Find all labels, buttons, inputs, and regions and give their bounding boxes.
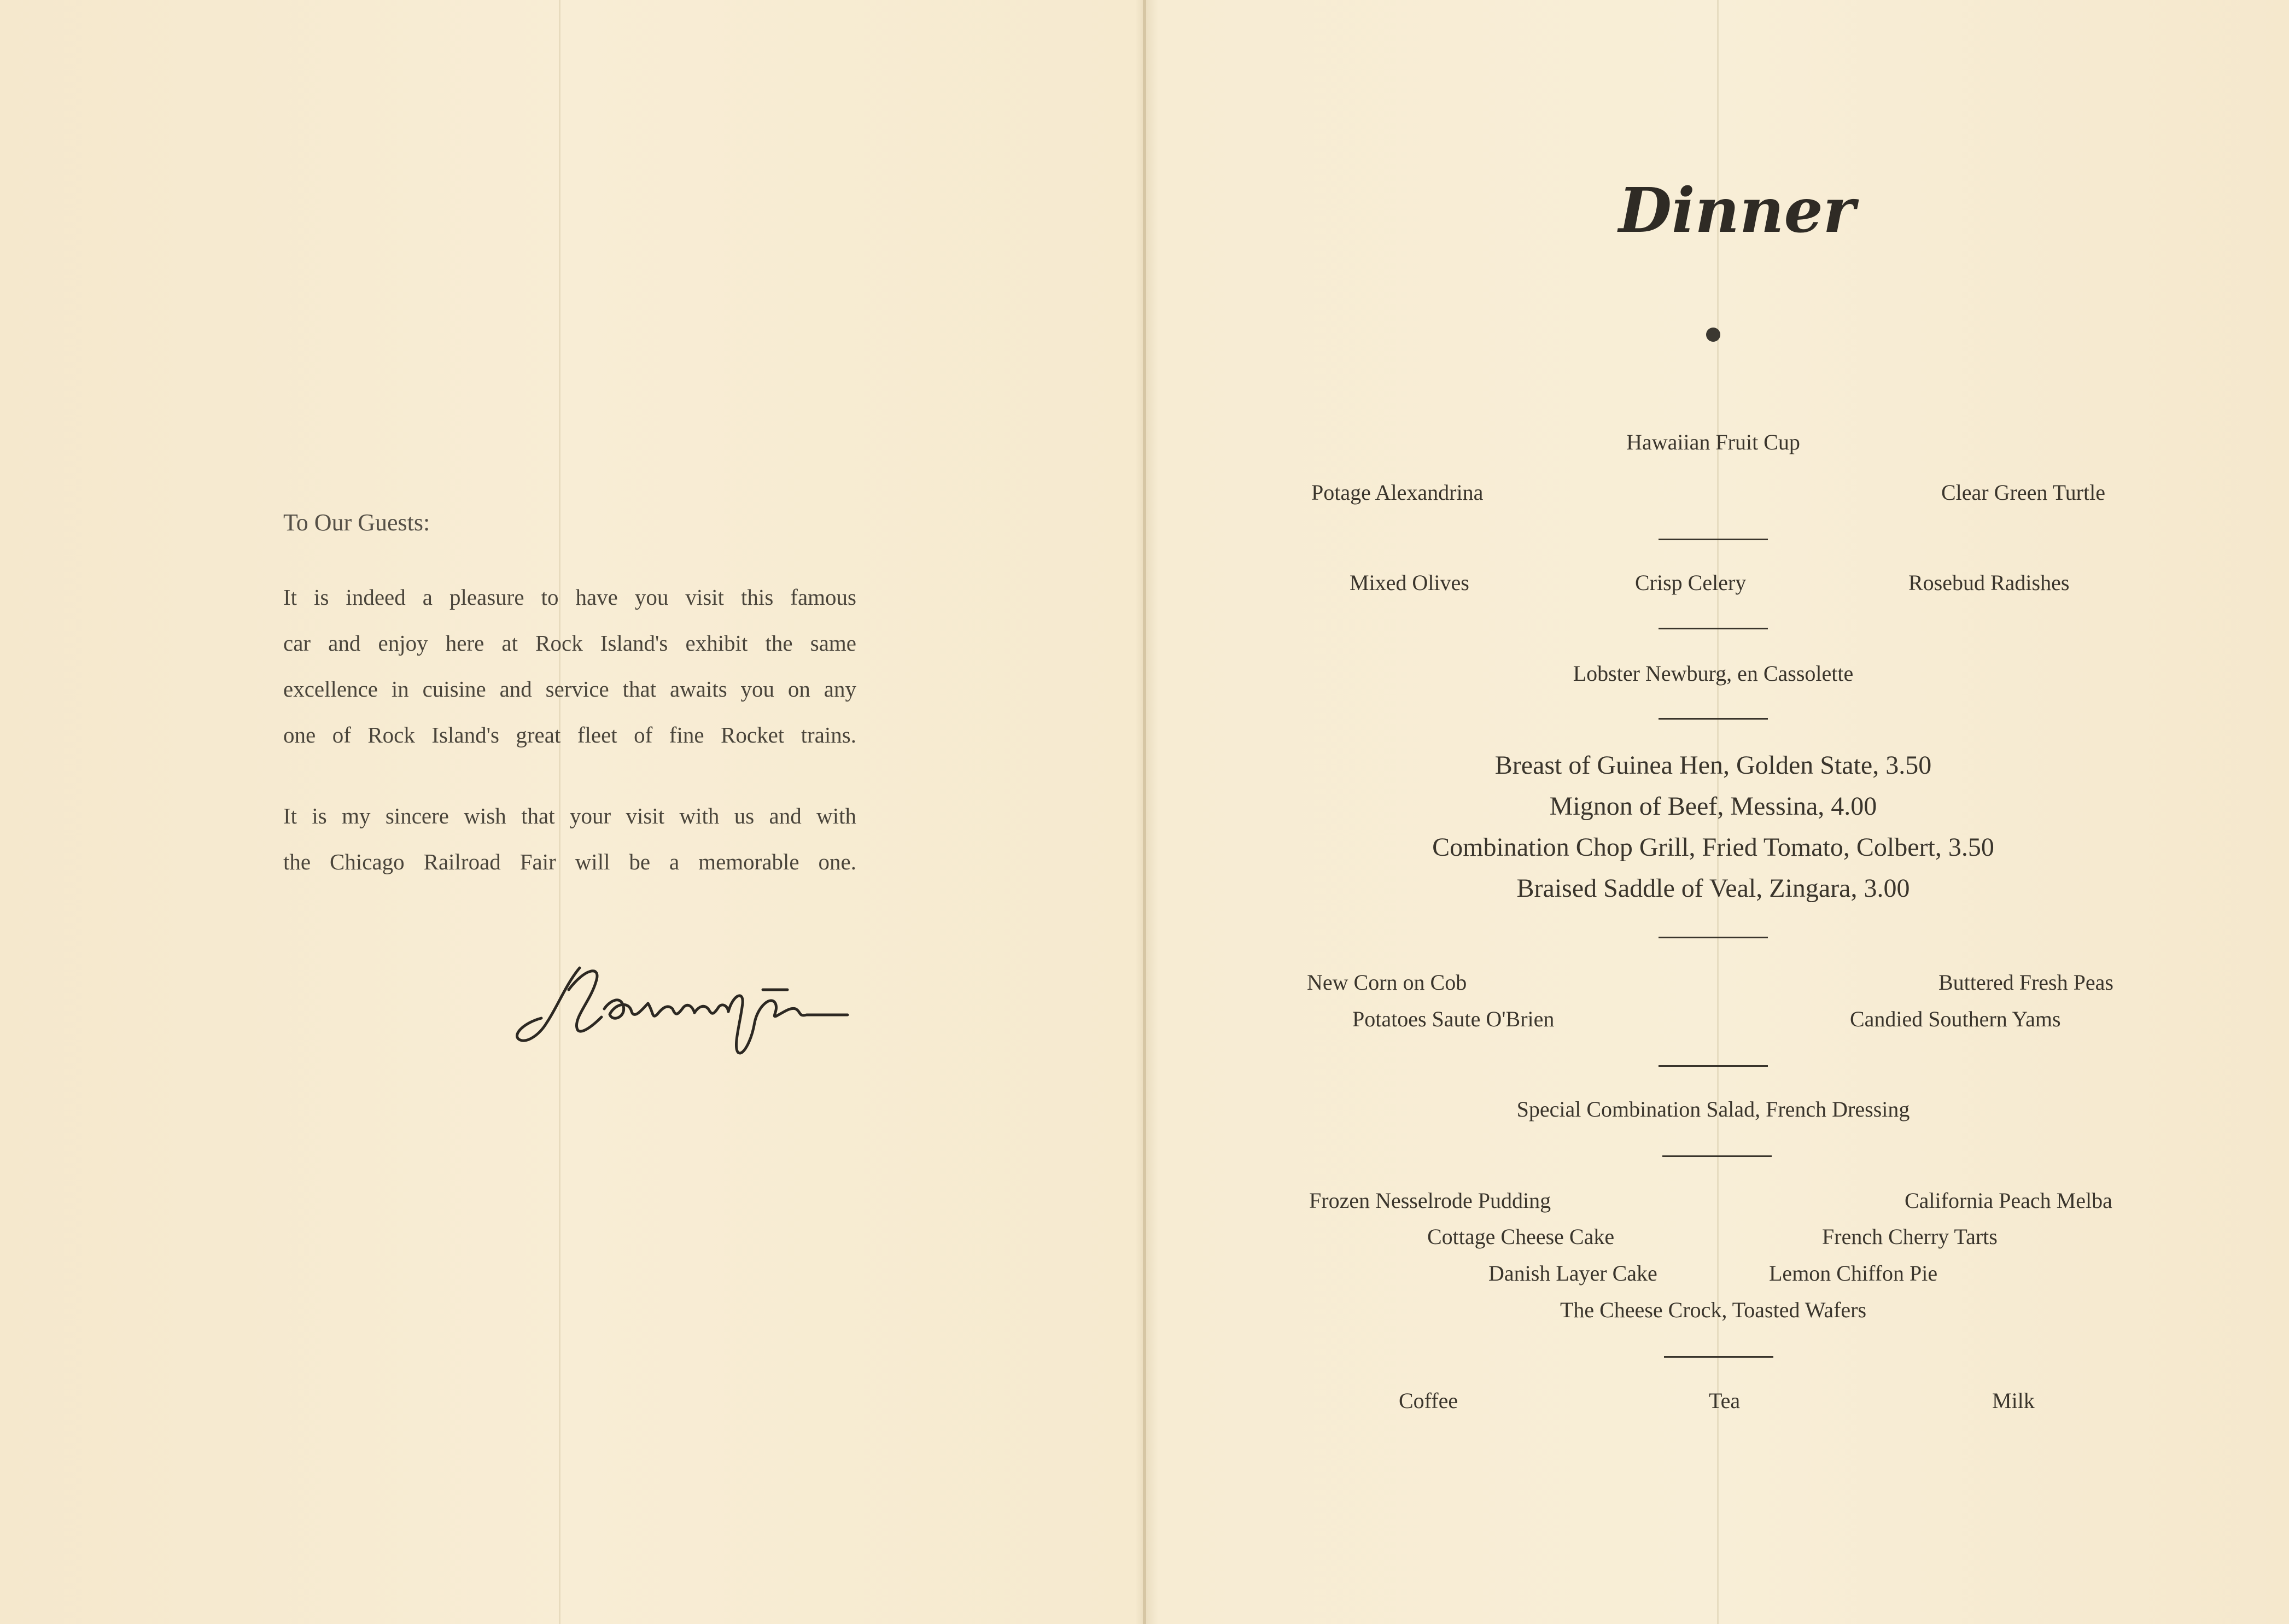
section-divider — [1659, 1065, 1768, 1067]
section-divider — [1659, 718, 1768, 720]
dessert-item: Cottage Cheese Cake — [1427, 1224, 1615, 1249]
salutation: To Our Guests: — [283, 509, 430, 536]
letter-paragraph-1 — [283, 574, 856, 758]
paragraph-line: one of Rock Island's great fleet of fine Rocket trains. — [283, 722, 856, 747]
dessert-item: French Cherry Tarts — [1822, 1224, 1998, 1249]
section-divider — [1659, 628, 1768, 629]
vegetable-item: Buttered Fresh Peas — [1938, 970, 2113, 995]
signature-image — [514, 957, 853, 1061]
paragraph-line: car and enjoy here at Rock Island's exhibit the same — [283, 630, 856, 656]
dessert-item: California Peach Melba — [1905, 1188, 2112, 1213]
vegetable-item: Potatoes Saute O'Brien — [1352, 1007, 1555, 1031]
paragraph-line: excellence in cuisine and service that awaits you on any — [283, 676, 856, 702]
section-divider — [1662, 1155, 1772, 1157]
entree-item: Mignon of Beef, Messina, 4.00 — [1549, 792, 1877, 821]
relish-item: Rosebud Radishes — [1908, 570, 2070, 595]
section-divider — [1664, 1356, 1773, 1358]
beverage-item: Coffee — [1399, 1388, 1458, 1413]
soup-item: Clear Green Turtle — [1941, 480, 2105, 505]
relish-item: Crisp Celery — [1635, 570, 1747, 595]
paragraph-line: It is my sincere wish that your visit with us and with — [283, 803, 856, 828]
signature — [514, 957, 853, 1064]
appetizer-item: Hawaiian Fruit Cup — [1626, 430, 1800, 454]
entree-item: Combination Chop Grill, Fried Tomato, Colbert, 3.50 — [1432, 833, 1994, 862]
section-divider — [1659, 937, 1768, 938]
soup-item: Potage Alexandrina — [1311, 480, 1484, 505]
paragraph-line: the Chicago Railroad Fair will be a memorable one. — [283, 849, 856, 874]
entree-item: Breast of Guinea Hen, Golden State, 3.50 — [1494, 751, 1932, 780]
relish-item: Mixed Olives — [1350, 570, 1469, 595]
beverage-item: Tea — [1709, 1388, 1741, 1413]
dessert-item: Frozen Nesselrode Pudding — [1309, 1188, 1551, 1213]
dessert-item: The Cheese Crock, Toasted Wafers — [1560, 1298, 1867, 1322]
dessert-item: Lemon Chiffon Pie — [1769, 1261, 1938, 1286]
bullet-ornament — [1706, 328, 1720, 342]
salad-item: Special Combination Salad, French Dressing — [1516, 1097, 1910, 1121]
center-fold — [1143, 0, 1146, 1624]
vegetable-item: Candied Southern Yams — [1850, 1007, 2061, 1031]
section-divider — [1659, 539, 1768, 540]
entree-item: Braised Saddle of Veal, Zingara, 3.00 — [1516, 874, 1910, 903]
fish-item: Lobster Newburg, en Cassolette — [1573, 661, 1854, 686]
beverage-item: Milk — [1992, 1388, 2035, 1413]
vegetable-item: New Corn on Cob — [1307, 970, 1467, 995]
dessert-item: Danish Layer Cake — [1488, 1261, 1657, 1286]
letter-paragraph-2 — [283, 793, 856, 885]
menu-title: Dinner — [1619, 175, 1855, 247]
paragraph-line: It is indeed a pleasure to have you visit this famous — [283, 585, 856, 610]
